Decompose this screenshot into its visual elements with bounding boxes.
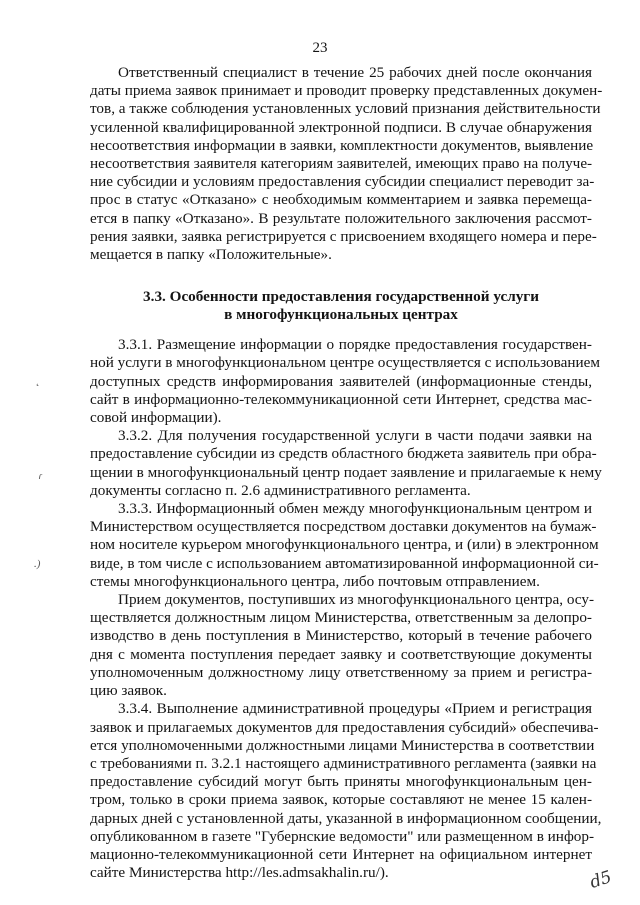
text-line: дарных дней с установленной даты, указанной в информационном сообщении, [90, 809, 602, 827]
page-number: 23 [312, 40, 328, 56]
text-line: несоответствия заявителя категориям заявителей, имеющих право на получе- [90, 155, 593, 173]
text-line: Ответственный специалист в течение 25 рабочих дней после окончания [118, 64, 592, 81]
document-body [90, 64, 603, 882]
text-line: доступных средств информирования заявителей (информационные стенды, [90, 372, 592, 390]
text-line: цию заявок. [90, 682, 167, 700]
paragraph-3-3-3 [90, 500, 599, 591]
paragraph-3-3-4 [90, 700, 602, 882]
text-line: усиленной квалифицированной электронной подписи. В случае обнаружения [90, 118, 592, 136]
text-line: Министерством осуществляется посредством доставки документов на бумаж- [90, 518, 597, 536]
text-line: тром, только в сроки приема заявок, которые составляют не менее 15 кален- [90, 791, 592, 809]
text-line: с требованиями п. 3.2.1 настоящего административного регламента (заявки на [90, 754, 597, 772]
text-line: виде, в том числе с использованием автоматизированной информационной си- [90, 554, 599, 572]
text-line: опубликованном в газете "Губернские ведомости" или размещенном в инфор- [90, 827, 595, 845]
text-line: несоответствия информации в заявки, комплектности документов, выявление [90, 136, 594, 154]
handwritten-signature: d5 [587, 867, 615, 893]
text-line: тов, а также соблюдения установленных условий признания действительности [90, 100, 601, 118]
text-line: ется уполномоченными должностными лицами Министерства в соответствии [90, 736, 595, 754]
text-line: предоставление субсидий могут быть приняты многофункциональным цен- [90, 773, 592, 791]
text-line: ной услуги в многофункциональном центре осуществляется с использованием [90, 354, 600, 372]
text-line: сайт в информационно-телекоммуникационной сети Интернет, средства мас- [90, 390, 592, 408]
section-heading-line-2: в многофункциональных центрах [224, 306, 458, 324]
text-line: мещается в папку «Положительные». [90, 246, 332, 264]
text-line: даты приема заявок принимает и проводит проверку представленных докумен- [90, 82, 603, 100]
paragraph-3-3-2 [90, 427, 602, 500]
text-line: мационно-телекоммуникационной сети Интернет на официальном интернет [90, 845, 592, 863]
text-line: ется в папку «Отказано». В результате положительного заключения рассмот- [90, 209, 592, 227]
section-heading [90, 288, 592, 324]
text-line: совой информации). [90, 409, 222, 427]
text-line: документы согласно п. 2.6 административного регламента. [90, 481, 471, 499]
text-line: рения заявки, заявка регистрируется с присвоением входящего номера и пере- [90, 227, 597, 245]
text-line: ние субсидии и условиям предоставления субсидии специалист переводит за- [90, 173, 595, 191]
text-line: ном носителе курьером многофункционального центра, и (или) в электронном [90, 536, 599, 554]
paragraph-3-3-1 [90, 336, 600, 427]
margin-mark: ɾ [38, 470, 42, 482]
text-line: прос в статус «Отказано» с необходимым комментарием и заявка перемеща- [90, 191, 592, 209]
text-line: дня с момента поступления передает заявку и соответствующие документы [90, 645, 592, 663]
text-line: 3.3.4. Выполнение административной процедуры «Прием и регистрация [118, 700, 592, 718]
text-line: 3.3.1. Размещение информации о порядке предоставления государствен- [118, 336, 592, 354]
paragraph-document-intake [90, 591, 592, 700]
text-line: ществляется должностным лицом Министерства, ответственным за делопро- [90, 609, 592, 627]
text-line: щении в многофункциональный центр подает заявление и прилагаемые к нему [90, 463, 602, 481]
text-line: Прием документов, поступивших из многофункционального центра, осу- [118, 591, 594, 609]
text-line: 3.3.3. Информационный обмен между многофункциональным центром и [118, 500, 592, 518]
text-line: 3.3.2. Для получения государственной услуги в части подачи заявки на [118, 427, 592, 445]
margin-mark: .) [34, 558, 41, 570]
section-heading-line-1: 3.3. Особенности предоставления государственной услуги [143, 288, 539, 306]
text-line: уполномоченным должностному лицу ответственному за прием и регистра- [90, 663, 592, 681]
margin-mark: ˛ [36, 375, 40, 387]
text-line: заявок и прилагаемых документов для предоставления субсидий» обеспечива- [90, 718, 599, 736]
text-line: предоставление субсидии из средств областного бюджета заявитель при обра- [90, 445, 597, 463]
text-line: изводство в день поступления в Министерство, который в течение рабочего [90, 627, 592, 645]
text-line: стемы многофункционального центра, либо почтовым отправлением. [90, 572, 540, 590]
paragraph [90, 64, 603, 264]
text-line: сайте Министерства http://les.admsakhalin.ru/). [90, 864, 389, 882]
